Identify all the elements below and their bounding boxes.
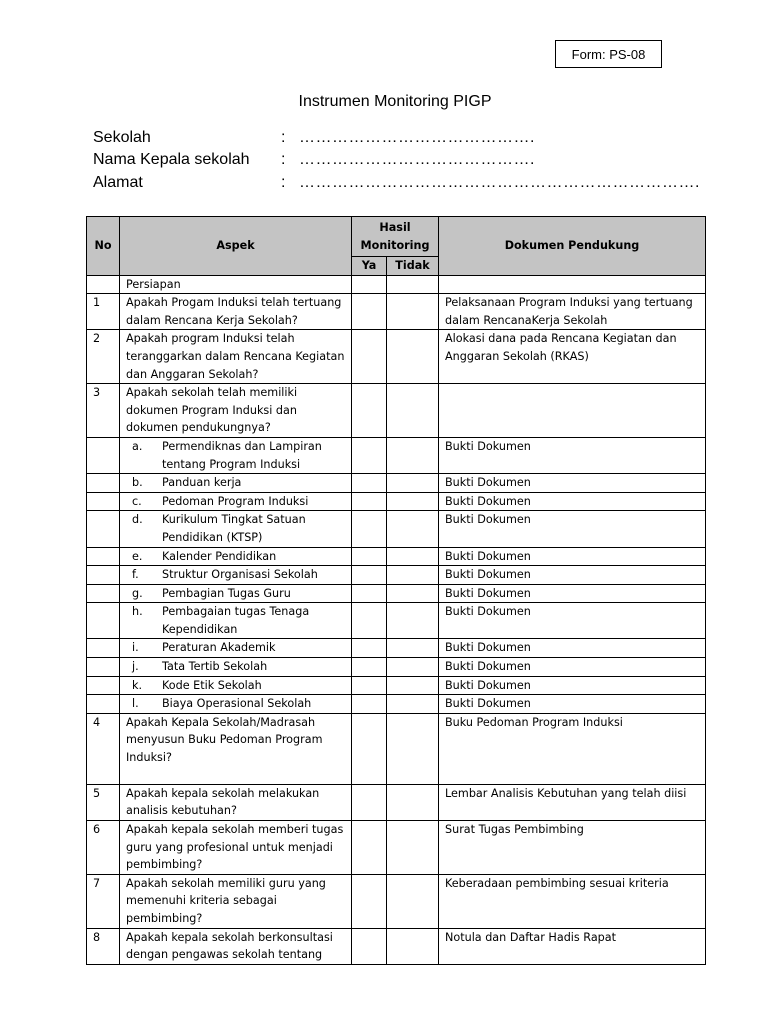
checkbox-ya[interactable]: [352, 658, 387, 677]
checkbox-tidak[interactable]: [387, 784, 439, 820]
table-cell: [439, 275, 706, 294]
row-dokumen: Alokasi dana pada Rencana Kegiatan dan Anggaran Sekolah (RKAS): [439, 330, 706, 384]
row-dokumen: Bukti Dokumen: [439, 474, 706, 493]
sub-item-letter: c.: [132, 494, 142, 508]
table-cell: [87, 437, 120, 473]
table-row: [87, 821, 706, 875]
checkbox-tidak[interactable]: [387, 639, 439, 658]
sub-item: [126, 585, 345, 603]
sub-item-letter: a.: [132, 439, 143, 453]
row-aspek: Apakah kepala sekolah berkonsultasi dengan pengawas sekolah tentang: [120, 928, 352, 964]
sub-item-aspek: [120, 603, 352, 639]
row-aspek: Apakah Kepala Sekolah/Madrasah menyusun Buku Pedoman Program Induksi?: [120, 713, 352, 784]
sub-item-letter: j.: [132, 660, 139, 674]
sub-item-text: Kurikulum Tingkat Satuan Pendidikan (KTSP): [162, 513, 306, 544]
checkbox-tidak[interactable]: [387, 928, 439, 964]
checkbox-tidak[interactable]: [387, 547, 439, 566]
sub-item-aspek: [120, 492, 352, 511]
row-dokumen: Bukti Dokumen: [439, 566, 706, 585]
checkbox-tidak[interactable]: [387, 713, 439, 784]
sub-item-row: [87, 676, 706, 695]
info-fill-line: …………………………………….: [299, 151, 535, 168]
row-dokumen: Bukti Dokumen: [439, 547, 706, 566]
row-dokumen: Keberadaan pembimbing sesuai kriteria: [439, 874, 706, 928]
table-row: [87, 784, 706, 820]
header-dokumen-pendukung: Dokumen Pendukung: [439, 217, 706, 276]
checkbox-ya[interactable]: [352, 713, 387, 784]
checkbox-ya[interactable]: [352, 511, 387, 547]
checkbox-ya[interactable]: [352, 294, 387, 330]
row-number: 3: [87, 384, 120, 438]
form-code: Form: PS-08: [571, 46, 646, 62]
checkbox-ya[interactable]: [352, 384, 387, 438]
row-dokumen: Bukti Dokumen: [439, 437, 706, 473]
sub-item: [126, 511, 345, 546]
row-dokumen: Bukti Dokumen: [439, 584, 706, 603]
checkbox-ya[interactable]: [352, 474, 387, 493]
sub-item-aspek: [120, 584, 352, 603]
sub-item-row: [87, 474, 706, 493]
row-dokumen: Buku Pedoman Program Induksi: [439, 713, 706, 784]
checkbox-ya[interactable]: [352, 566, 387, 585]
sub-item-letter: i.: [132, 641, 139, 655]
table-cell: [87, 695, 120, 714]
sub-item-letter: b.: [132, 476, 143, 490]
table-row: [87, 928, 706, 964]
sub-item-aspek: [120, 676, 352, 695]
sub-item: [126, 658, 345, 676]
row-dokumen: Lembar Analisis Kebutuhan yang telah diisi: [439, 784, 706, 820]
document-title: Instrumen Monitoring PIGP: [298, 93, 492, 110]
table-cell: [87, 547, 120, 566]
row-aspek: Apakah kepala sekolah melakukan analisis kebutuhan?: [120, 784, 352, 820]
section-label: Persiapan: [120, 275, 352, 294]
row-number: 1: [87, 294, 120, 330]
row-dokumen: Pelaksanaan Program Induksi yang tertuang dalam RencanaKerja Sekolah: [439, 294, 706, 330]
sub-item-letter: h.: [132, 605, 143, 619]
sub-item-text: Pembagaian tugas Tenaga Kependidikan: [162, 605, 310, 636]
table-row: [87, 330, 706, 384]
checkbox-ya[interactable]: [352, 437, 387, 473]
checkbox-tidak[interactable]: [387, 874, 439, 928]
checkbox-ya[interactable]: [352, 584, 387, 603]
sub-item-row: [87, 603, 706, 639]
info-label: Nama Kepala sekolah: [93, 151, 250, 168]
header-ya: Ya: [352, 257, 387, 276]
checkbox-tidak[interactable]: [387, 384, 439, 438]
checkbox-ya[interactable]: [352, 330, 387, 384]
checkbox-ya[interactable]: [352, 639, 387, 658]
checkbox-tidak[interactable]: [387, 676, 439, 695]
row-aspek: Apakah sekolah memiliki guru yang memenuhi kriteria sebagai pembimbing?: [120, 874, 352, 928]
sub-item-text: Peraturan Akademik: [162, 641, 276, 655]
row-aspek: Apakah kepala sekolah memberi tugas guru yang profesional untuk menjadi pembimbing?: [120, 821, 352, 875]
sub-item-letter: g.: [132, 586, 143, 600]
checkbox-ya[interactable]: [352, 928, 387, 964]
table-cell: [87, 492, 120, 511]
checkbox-ya[interactable]: [352, 492, 387, 511]
row-dokumen: Bukti Dokumen: [439, 658, 706, 677]
info-colon: :: [281, 174, 286, 191]
header-tidak: Tidak: [387, 257, 439, 276]
checkbox-tidak[interactable]: [387, 474, 439, 493]
header-aspek: Aspek: [120, 217, 352, 276]
sub-item: [126, 493, 345, 511]
row-aspek: Apakah sekolah telah memiliki dokumen Program Induksi dan dokumen pendukungnya?: [120, 384, 352, 438]
checkbox-tidak[interactable]: [387, 695, 439, 714]
checkbox-tidak[interactable]: [387, 294, 439, 330]
table-cell: [87, 639, 120, 658]
sub-item-aspek: [120, 437, 352, 473]
checkbox-tidak[interactable]: [387, 492, 439, 511]
sub-item: [126, 438, 345, 473]
sub-item: [126, 566, 345, 584]
table-cell: [87, 275, 120, 294]
form-code-box: [555, 40, 662, 68]
sub-item-aspek: [120, 658, 352, 677]
row-dokumen: Bukti Dokumen: [439, 603, 706, 639]
checkbox-ya[interactable]: [352, 784, 387, 820]
info-colon: :: [281, 151, 286, 168]
sub-item-text: Pembagian Tugas Guru: [162, 586, 291, 600]
table-cell: [87, 603, 120, 639]
sub-item-row: [87, 584, 706, 603]
sub-item: [126, 639, 345, 657]
row-dokumen: Surat Tugas Pembimbing: [439, 821, 706, 875]
checkbox-ya[interactable]: [352, 547, 387, 566]
row-number: 7: [87, 874, 120, 928]
info-fill-line: …………………………………….: [299, 129, 535, 146]
checkbox-tidak[interactable]: [387, 658, 439, 677]
row-dokumen: Bukti Dokumen: [439, 639, 706, 658]
info-label: Sekolah: [93, 129, 151, 146]
checkbox-tidak[interactable]: [387, 821, 439, 875]
table-cell: [87, 566, 120, 585]
sub-item-aspek: [120, 639, 352, 658]
checkbox-ya[interactable]: [352, 275, 387, 294]
checkbox-ya[interactable]: [352, 821, 387, 875]
checkbox-tidak[interactable]: [387, 566, 439, 585]
row-aspek: Apakah Progam Induksi telah tertuang dalam Rencana Kerja Sekolah?: [120, 294, 352, 330]
table-row: [87, 874, 706, 928]
checkbox-tidak[interactable]: [387, 437, 439, 473]
row-dokumen: Bukti Dokumen: [439, 511, 706, 547]
checkbox-tidak[interactable]: [387, 603, 439, 639]
checkbox-tidak[interactable]: [387, 584, 439, 603]
row-number: 2: [87, 330, 120, 384]
row-number: 4: [87, 713, 120, 784]
sub-item-row: [87, 695, 706, 714]
sub-item: [126, 474, 345, 492]
table-row: [87, 294, 706, 330]
sub-item-text: Kalender Pendidikan: [162, 549, 277, 563]
sub-item: [126, 677, 345, 695]
sub-item-aspek: [120, 566, 352, 585]
table-cell: [87, 474, 120, 493]
checkbox-ya[interactable]: [352, 695, 387, 714]
checkbox-ya[interactable]: [352, 676, 387, 695]
sub-item-row: [87, 547, 706, 566]
row-number: 8: [87, 928, 120, 964]
table-row: [87, 713, 706, 784]
row-number: 5: [87, 784, 120, 820]
row-dokumen: Bukti Dokumen: [439, 492, 706, 511]
table-cell: [87, 676, 120, 695]
sub-item-text: Kode Etik Sekolah: [162, 678, 262, 692]
table-body: [87, 275, 706, 964]
sub-item: [126, 695, 345, 713]
monitoring-table: [86, 216, 706, 965]
sub-item-text: Biaya Operasional Sekolah: [162, 697, 312, 711]
sub-item: [126, 603, 345, 638]
info-colon: :: [281, 129, 286, 146]
checkbox-ya[interactable]: [352, 874, 387, 928]
info-fill-line: ……………………………………………………………….: [299, 174, 700, 191]
sub-item-row: [87, 437, 706, 473]
sub-item-aspek: [120, 474, 352, 493]
header-no: No: [87, 217, 120, 276]
info-label: Alamat: [93, 174, 143, 191]
sub-item-letter: e.: [132, 549, 143, 563]
table-cell: [87, 584, 120, 603]
table-row: [87, 384, 706, 438]
sub-item-row: [87, 511, 706, 547]
sub-item-letter: d.: [132, 513, 143, 527]
sub-item-aspek: [120, 547, 352, 566]
checkbox-tidak[interactable]: [387, 511, 439, 547]
sub-item-letter: l.: [132, 697, 139, 711]
sub-item-row: [87, 492, 706, 511]
checkbox-tidak[interactable]: [387, 275, 439, 294]
sub-item-text: Tata Tertib Sekolah: [162, 660, 268, 674]
row-dokumen: [439, 384, 706, 438]
sub-item-row: [87, 639, 706, 658]
row-number: 6: [87, 821, 120, 875]
table-cell: [87, 658, 120, 677]
checkbox-ya[interactable]: [352, 603, 387, 639]
sub-item-text: Permendiknas dan Lampiran tentang Program Induksi: [162, 439, 322, 471]
sub-item-aspek: [120, 511, 352, 547]
section-row: [87, 275, 706, 294]
sub-item: [126, 548, 345, 566]
sub-item-text: Panduan kerja: [162, 476, 242, 490]
sub-item-text: Struktur Organisasi Sekolah: [162, 568, 318, 582]
sub-item-row: [87, 658, 706, 677]
checkbox-tidak[interactable]: [387, 330, 439, 384]
sub-item-text: Pedoman Program Induksi: [162, 494, 309, 508]
sub-item-aspek: [120, 695, 352, 714]
sub-item-row: [87, 566, 706, 585]
header-hasil-monitoring: Hasil Monitoring: [352, 217, 439, 257]
row-dokumen: Bukti Dokumen: [439, 676, 706, 695]
row-aspek: Apakah program Induksi telah teranggarkan dalam Rencana Kegiatan dan Anggaran Sekolah?: [120, 330, 352, 384]
sub-item-letter: f.: [132, 568, 139, 582]
sub-item-letter: k.: [132, 678, 143, 692]
row-dokumen: Notula dan Daftar Hadis Rapat: [439, 928, 706, 964]
table-cell: [87, 511, 120, 547]
row-dokumen: Bukti Dokumen: [439, 695, 706, 714]
